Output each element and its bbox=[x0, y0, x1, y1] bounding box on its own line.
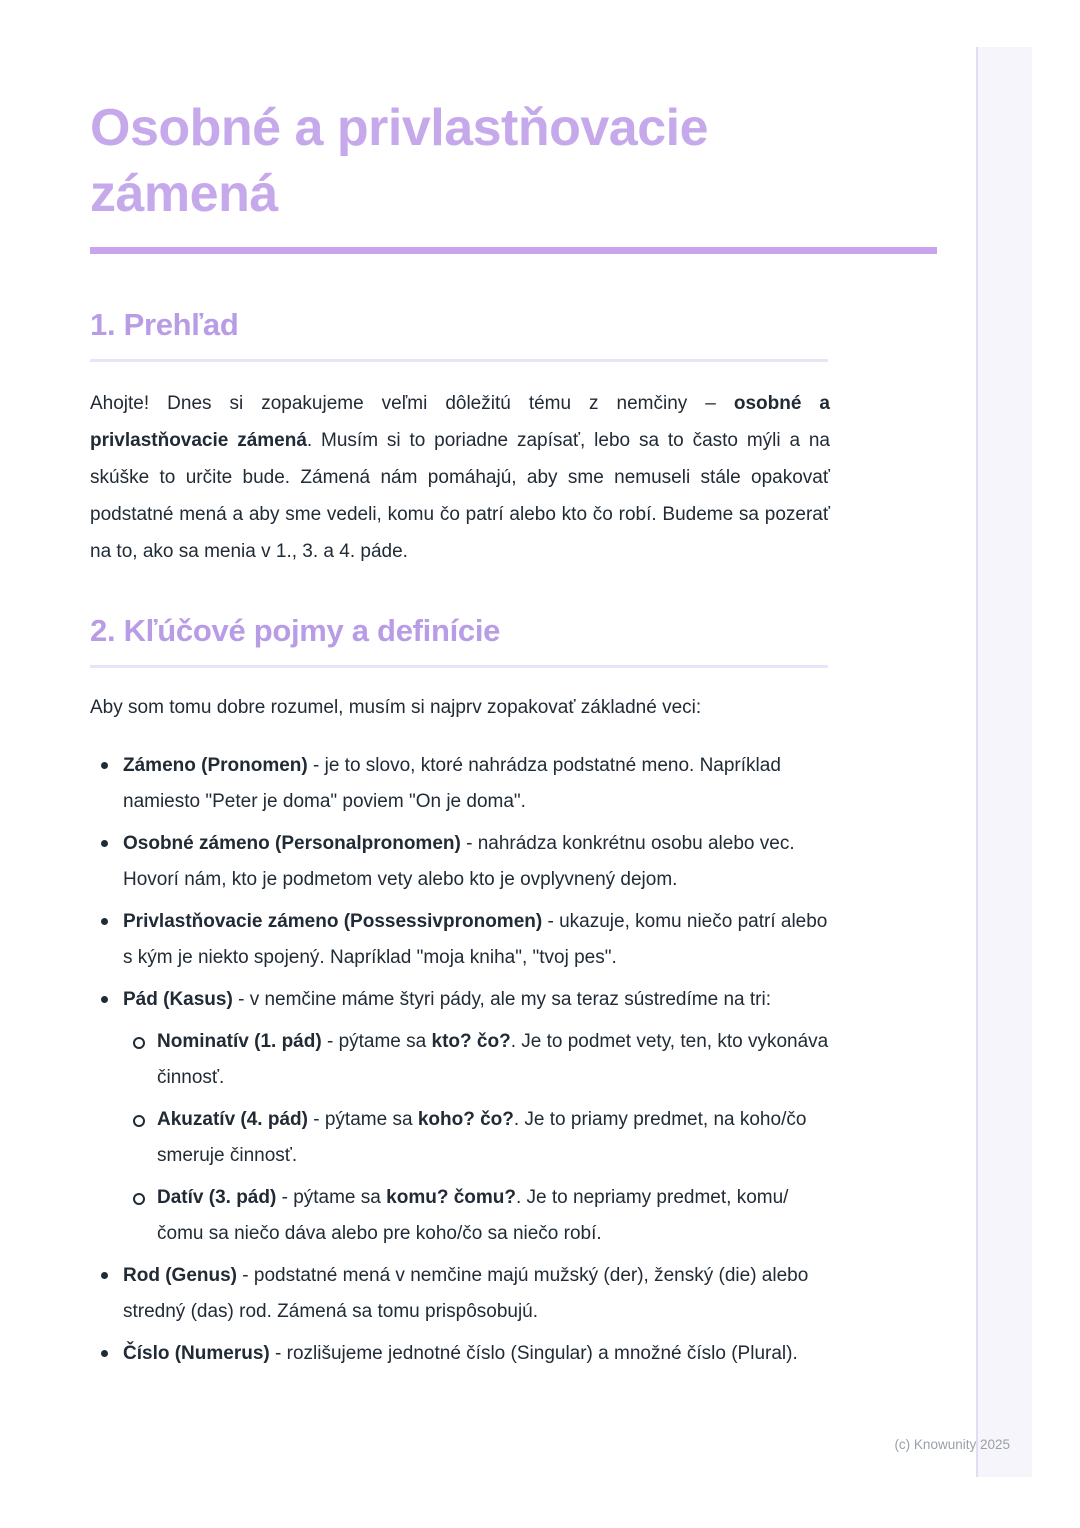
next-page-edge-preview bbox=[976, 47, 1032, 1477]
list-item-text: Rod (Genus) - podstatné mená v nemčine majú mužský (der), ženský (die) alebo stredný (das) rod. Zámená sa tomu prispôsobujú. bbox=[123, 1265, 809, 1322]
document-content bbox=[90, 0, 830, 1372]
section-divider-1 bbox=[90, 359, 828, 362]
section-divider-2 bbox=[90, 665, 828, 668]
overview-paragraph: Ahojte! Dnes si zopakujeme veľmi dôležitú tému z nemčiny – osobné a privlastňovacie zámená. Musím si to poriadne zapísať, lebo sa to často mýli a na skúške to určite bude. Zámená nám pomáhajú, aby sme nemuseli stále opakovať podstatné mená a aby sme vedeli, komu čo patrí alebo kto čo robí. Budeme sa pozerať na to, ako sa menia v 1., 3. a 4. páde. bbox=[90, 393, 830, 562]
list-item-osobne-zameno bbox=[90, 826, 830, 898]
page-title: Osobné a privlastňovacie zámená bbox=[90, 99, 709, 223]
list-item-cislo bbox=[90, 1336, 830, 1372]
list-item-nominativ bbox=[123, 1024, 830, 1096]
section-heading-overview: 1. Prehľad bbox=[90, 307, 239, 342]
cases-sublist bbox=[123, 1024, 830, 1252]
list-item-akuzativ bbox=[123, 1102, 830, 1174]
list-item-text: Akuzatív (4. pád) - pýtame sa koho? čo?. Je to priamy predmet, na koho/čo smeruje činnosť. bbox=[157, 1109, 807, 1166]
list-item-rod bbox=[90, 1258, 830, 1330]
list-item-text: Zámeno (Pronomen) - je to slovo, ktoré nahrádza podstatné meno. Napríklad namiesto "Peter je doma" poviem "On je doma". bbox=[123, 755, 781, 812]
list-item-text: Nominatív (1. pád) - pýtame sa kto? čo?. Je to podmet vety, ten, kto vykonáva činnosť. bbox=[157, 1031, 829, 1088]
list-item-zameno bbox=[90, 748, 830, 820]
list-item-text: Pád (Kasus) - v nemčine máme štyri pády, ale my sa teraz sústredíme na tri: bbox=[123, 989, 771, 1010]
list-item-dativ bbox=[123, 1180, 830, 1252]
copyright-text: (c) Knowunity 2025 bbox=[894, 1437, 1010, 1452]
list-item-text: Osobné zámeno (Personalpronomen) - nahrádza konkrétnu osobu alebo vec. Hovorí nám, kto je podmetom vety alebo kto je ovplyvnený dejom. bbox=[123, 833, 795, 890]
list-item-text: Číslo (Numerus) - rozlišujeme jednotné číslo (Singular) a množné číslo (Plural). bbox=[123, 1343, 798, 1364]
list-item-pad bbox=[90, 982, 830, 1252]
key-terms-lead: Aby som tomu dobre rozumel, musím si najprv zopakovať základné veci: bbox=[90, 697, 702, 718]
title-divider bbox=[90, 247, 937, 254]
section-heading-key-terms: 2. Kľúčové pojmy a definície bbox=[90, 613, 501, 648]
key-terms-list bbox=[90, 748, 830, 1372]
list-item-text: Privlastňovacie zámeno (Possessivpronomen) - ukazuje, komu niečo patrí alebo s kým je niekto spojený. Napríklad "moja kniha", "tvoj pes". bbox=[123, 911, 828, 968]
list-item-privlastnovacie-zameno bbox=[90, 904, 830, 976]
list-item-text: Datív (3. pád) - pýtame sa komu? čomu?. Je to nepriamy predmet, komu/čomu sa niečo dáva alebo pre koho/čo sa niečo robí. bbox=[157, 1187, 789, 1244]
